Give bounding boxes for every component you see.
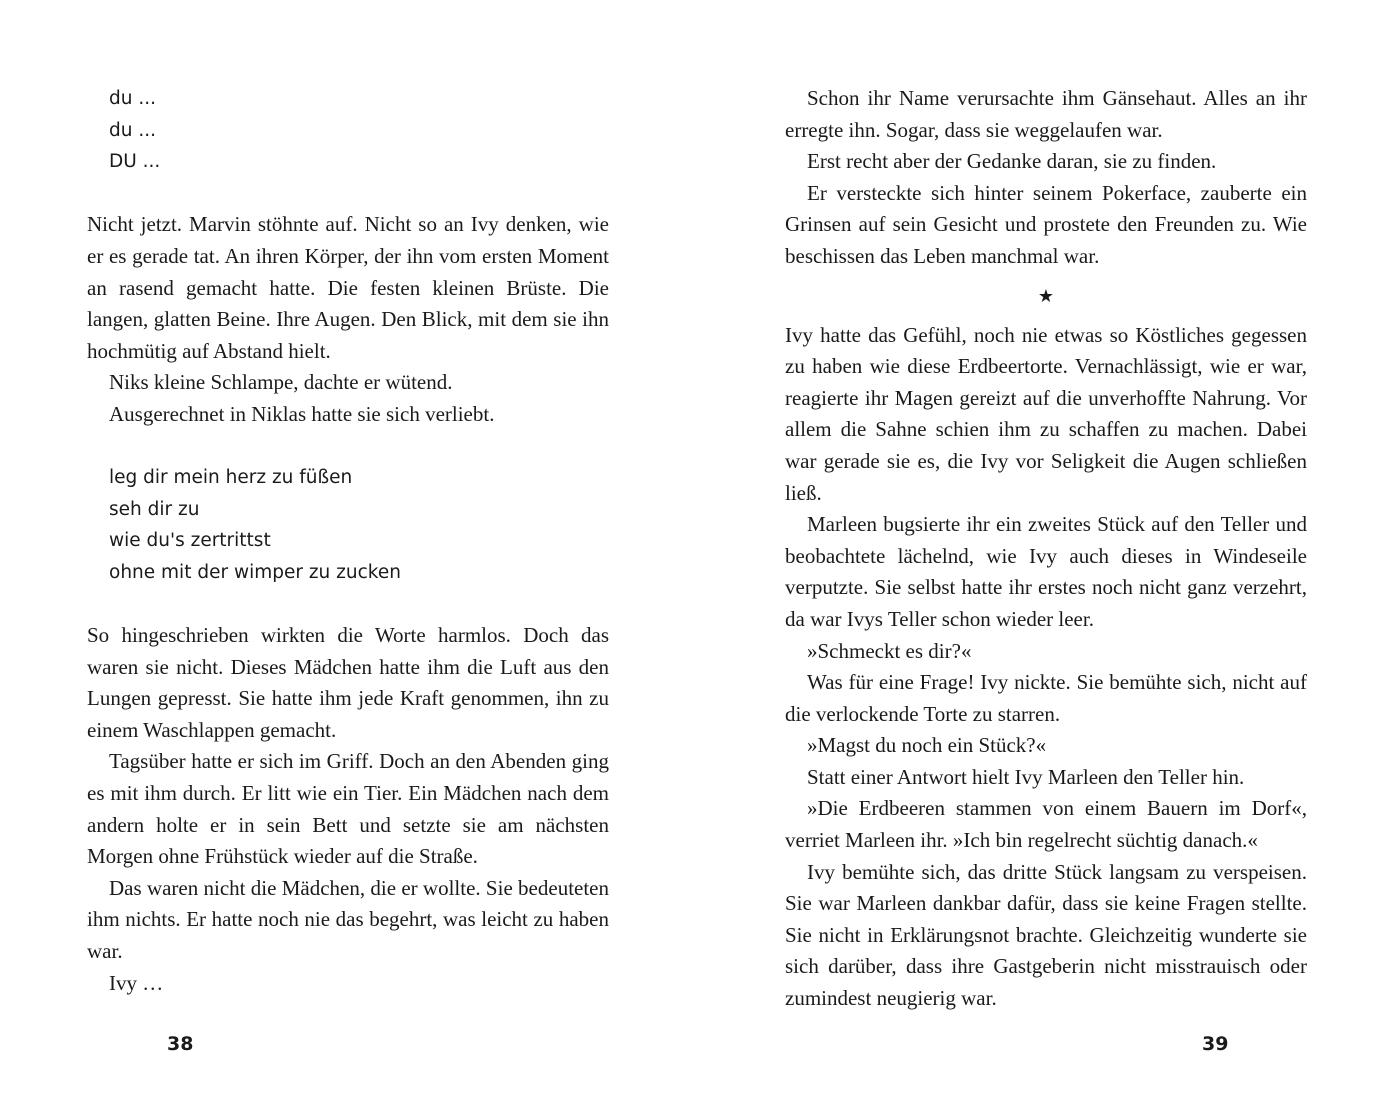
paragraph: Ivy hatte das Gefühl, noch nie etwas so Köstliches gegessen zu haben wie diese Erdbeertorte. Vernachlässigt, wie er war, reagierte ihr Magen gereizt auf die unverhoffte Nahrung. Vor allem die Sahne schien ihm zu schaffen zu machen. Dabei war gerade sie es, die Ivy vor Seligkeit die Augen schließen ließ. (785, 322, 1307, 505)
paragraph: »Magst du noch ein Stück?« (807, 733, 1047, 758)
stanza-gap (87, 431, 609, 463)
paragraph: Das waren nicht die Mädchen, die er wollte. Sie bedeuteten ihm nichts. Er hatte noch nie das begehrt, was leicht zu haben war. (87, 875, 609, 964)
poem-line: DU ... (109, 151, 161, 173)
poem-line: ohne mit der wimper zu zucken (109, 561, 401, 583)
right-page-text (785, 83, 1307, 1015)
paragraph: »Schmeckt es dir?« (807, 638, 972, 663)
page-number: 38 (167, 1033, 194, 1055)
paragraph: Statt einer Antwort hielt Ivy Marleen den Teller hin. (807, 764, 1245, 789)
paragraph: Marleen bugsierte ihr ein zweites Stück auf den Teller und beobachtete lächelnd, wie Ivy auch dieses in Windeseile verputzte. Sie selbst hatte ihr erstes noch nicht ganz verzehrt, da war Ivys Teller schon wieder leer. (785, 512, 1307, 631)
paragraph: Nicht jetzt. Marvin stöhnte auf. Nicht so an Ivy denken, wie er es gerade tat. An ihren Körper, der ihn vom ersten Moment an rasend gemacht hatte. Die festen kleinen Brüste. Die langen, glatten Beine. Ihre Augen. Den Blick, mit dem sie ihn hochmütig auf Abstand hielt. (87, 212, 609, 363)
poem-line: wie du's zertrittst (109, 530, 271, 552)
paragraph: Ausgerechnet in Niklas hatte sie sich verliebt. (109, 401, 495, 426)
paragraph: »Die Erdbeeren stammen von einem Bauern im Dorf«, verriet Marleen ihr. »Ich bin regelrecht süchtig danach.« (785, 796, 1307, 853)
paragraph: Ivy … (109, 970, 164, 995)
scene-break-star: ★ (1037, 285, 1055, 306)
poem-line: leg dir mein herz zu füßen (109, 467, 353, 489)
paragraph: Schon ihr Name verursachte ihm Gänsehaut. Alles an ihr erregte ihn. Sogar, dass sie weggelaufen war. (785, 86, 1307, 142)
poem-top (87, 83, 609, 178)
stanza-gap (87, 178, 609, 210)
poem-line: seh dir zu (109, 498, 200, 520)
paragraph: Was für eine Frage! Ivy nickte. Sie bemühte sich, nicht auf die verlockende Torte zu starren. (785, 670, 1307, 726)
poem-line: du ... (109, 88, 156, 109)
poem-middle (87, 462, 609, 588)
paragraph: Ivy bemühte sich, das dritte Stück langsam zu verspeisen. Sie war Marleen dankbar dafür, dass sie keine Fragen stellte. Sie nicht in Erklärungsnot brachte. Gleichzeitig wunderte sie sich darüber, dass ihre Gastgeberin nicht misstrauisch oder zumindest neugierig war. (785, 859, 1307, 1011)
paragraph: Niks kleine Schlampe, dachte er wütend. (109, 370, 453, 395)
paragraph: So hingeschrieben wirkten die Worte harmlos. Doch das waren sie nicht. Dieses Mädchen hatte ihm die Luft aus den Lungen gepresst. Sie hatte ihm jede Kraft genommen, ihn zu einem Waschlappen gemacht. (87, 623, 609, 742)
right-page (697, 0, 1394, 1104)
stanza-gap (87, 589, 609, 621)
left-page-text (87, 83, 609, 999)
page-number: 39 (1202, 1033, 1229, 1055)
poem-line: du ... (109, 119, 156, 141)
paragraph: Tagsüber hatte er sich im Griff. Doch an den Abenden ging es mit ihm durch. Er litt wie ein Tier. Ein Mädchen nach dem andern holte er in sein Bett und setzte sie am nächsten Morgen ohne Frühstück wieder auf die Straße. (87, 749, 609, 869)
paragraph: Erst recht aber der Gedanke daran, sie zu finden. (807, 149, 1217, 174)
paragraph: Er versteckte sich hinter seinem Pokerface, zauberte ein Grinsen auf sein Gesicht und prostete den Freunden zu. Wie beschissen das Leben manchmal war. (785, 180, 1307, 268)
